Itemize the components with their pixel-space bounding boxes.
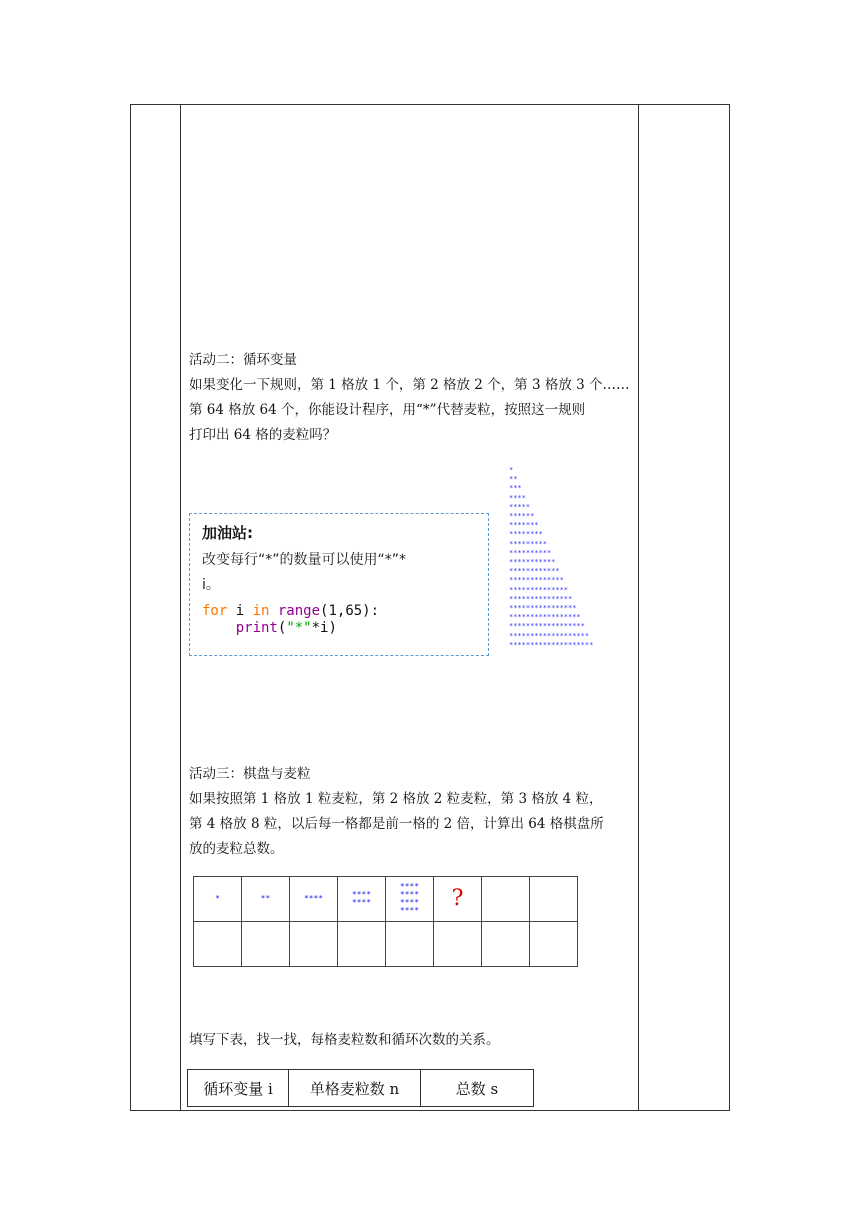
tip-box (189, 513, 489, 656)
code-range-function: range (269, 603, 321, 619)
board-cell-11 (290, 922, 338, 967)
triangle-row: *************** (509, 594, 573, 603)
triangle-row: ************** (509, 585, 569, 594)
code-line-1 (202, 603, 379, 620)
code-for-keyword: for (202, 603, 228, 619)
activity3-line-3: 放的麦粒总数。 (189, 841, 284, 857)
triangle-row: ******************* (509, 631, 590, 640)
triangle-row: ***************** (509, 613, 581, 622)
triangle-row: **** (509, 493, 526, 502)
board-cell-15 (482, 922, 530, 967)
triangle-row: ********** (509, 548, 552, 557)
board-cell-16 (530, 922, 578, 967)
board-cell-3: **** (290, 877, 338, 922)
header-grains-per-cell: 单格麦粒数 n (289, 1070, 421, 1107)
code-range-args: (1,65): (320, 603, 380, 619)
triangle-row: ********* (509, 539, 547, 548)
triangle-row: ************ (509, 567, 560, 576)
activity3-title: 活动三：棋盘与麦粒 (189, 766, 311, 782)
code-indent (202, 620, 236, 636)
triangle-row: *** (509, 484, 522, 493)
code-print-function: print (235, 620, 278, 636)
code-star-string: "*" (286, 620, 312, 636)
activity3-line-2: 第 4 格放 8 粒，以后每一格都是前一格的 2 倍，计算出 64 格棋盘所 (189, 816, 604, 832)
triangle-row: ************* (509, 576, 564, 585)
star-triangle-output (509, 466, 593, 650)
chessboard-table (193, 876, 578, 967)
board-cell-5: **** **** **** **** (386, 877, 434, 922)
triangle-row: ** (509, 475, 518, 484)
fill-table (187, 1069, 534, 1107)
left-column-divider (180, 104, 181, 1111)
board-cell-8 (530, 877, 578, 922)
activity2-line-2: 第 64 格放 64 个，你能设计程序，用“*”代替麦粒，按照这一规则 (189, 402, 586, 418)
board-cell-4: **** **** (338, 877, 386, 922)
activity2-line-3: 打印出 64 格的麦粒吗？ (189, 427, 337, 443)
tip-title: 加油站: (202, 524, 253, 542)
board-cell-7 (482, 877, 530, 922)
activity2-title: 活动二：循环变量 (189, 352, 297, 368)
triangle-row: *********** (509, 558, 556, 567)
triangle-row: ***** (509, 502, 531, 511)
right-column-divider (638, 104, 639, 1111)
triangle-row: ****************** (509, 622, 585, 631)
triangle-row: **************** (509, 604, 577, 613)
header-loop-variable: 循环变量 i (188, 1070, 289, 1107)
board-cell-13 (386, 922, 434, 967)
board-cell-12 (338, 922, 386, 967)
triangle-row: ******* (509, 521, 539, 530)
chessboard-row-1 (194, 877, 578, 922)
board-cell-1: * (194, 877, 242, 922)
tip-line-2: i。 (202, 577, 220, 593)
triangle-row: * (509, 466, 514, 474)
board-cell-2: ** (242, 877, 290, 922)
header-total: 总数 s (421, 1070, 534, 1107)
fill-table-header (188, 1070, 534, 1107)
triangle-row: ****** (509, 512, 535, 521)
code-rest: *i) (311, 620, 337, 636)
board-cell-10 (242, 922, 290, 967)
code-loop-var: i (227, 603, 253, 619)
code-open-paren: ( (277, 620, 287, 636)
board-cell-14 (434, 922, 482, 967)
activity2-line-1: 如果变化一下规则，第 1 格放 1 个，第 2 格放 2 个，第 3 格放 3 个…… (189, 377, 630, 393)
triangle-row: ******************** (509, 640, 594, 649)
fill-instruction: 填写下表，找一找，每格麦粒数和循环次数的关系。 (189, 1032, 500, 1048)
code-in-keyword: in (252, 603, 270, 619)
chessboard-row-2 (194, 922, 578, 967)
board-cell-9 (194, 922, 242, 967)
tip-line-1: 改变每行“*”的数量可以使用“*”* (202, 552, 407, 568)
activity3-line-1: 如果按照第 1 格放 1 粒麦粒，第 2 格放 2 粒麦粒，第 3 格放 4 粒， (189, 791, 603, 807)
code-line-2 (202, 620, 337, 637)
board-cell-question-mark: ? (434, 877, 482, 922)
triangle-row: ******** (509, 530, 543, 539)
